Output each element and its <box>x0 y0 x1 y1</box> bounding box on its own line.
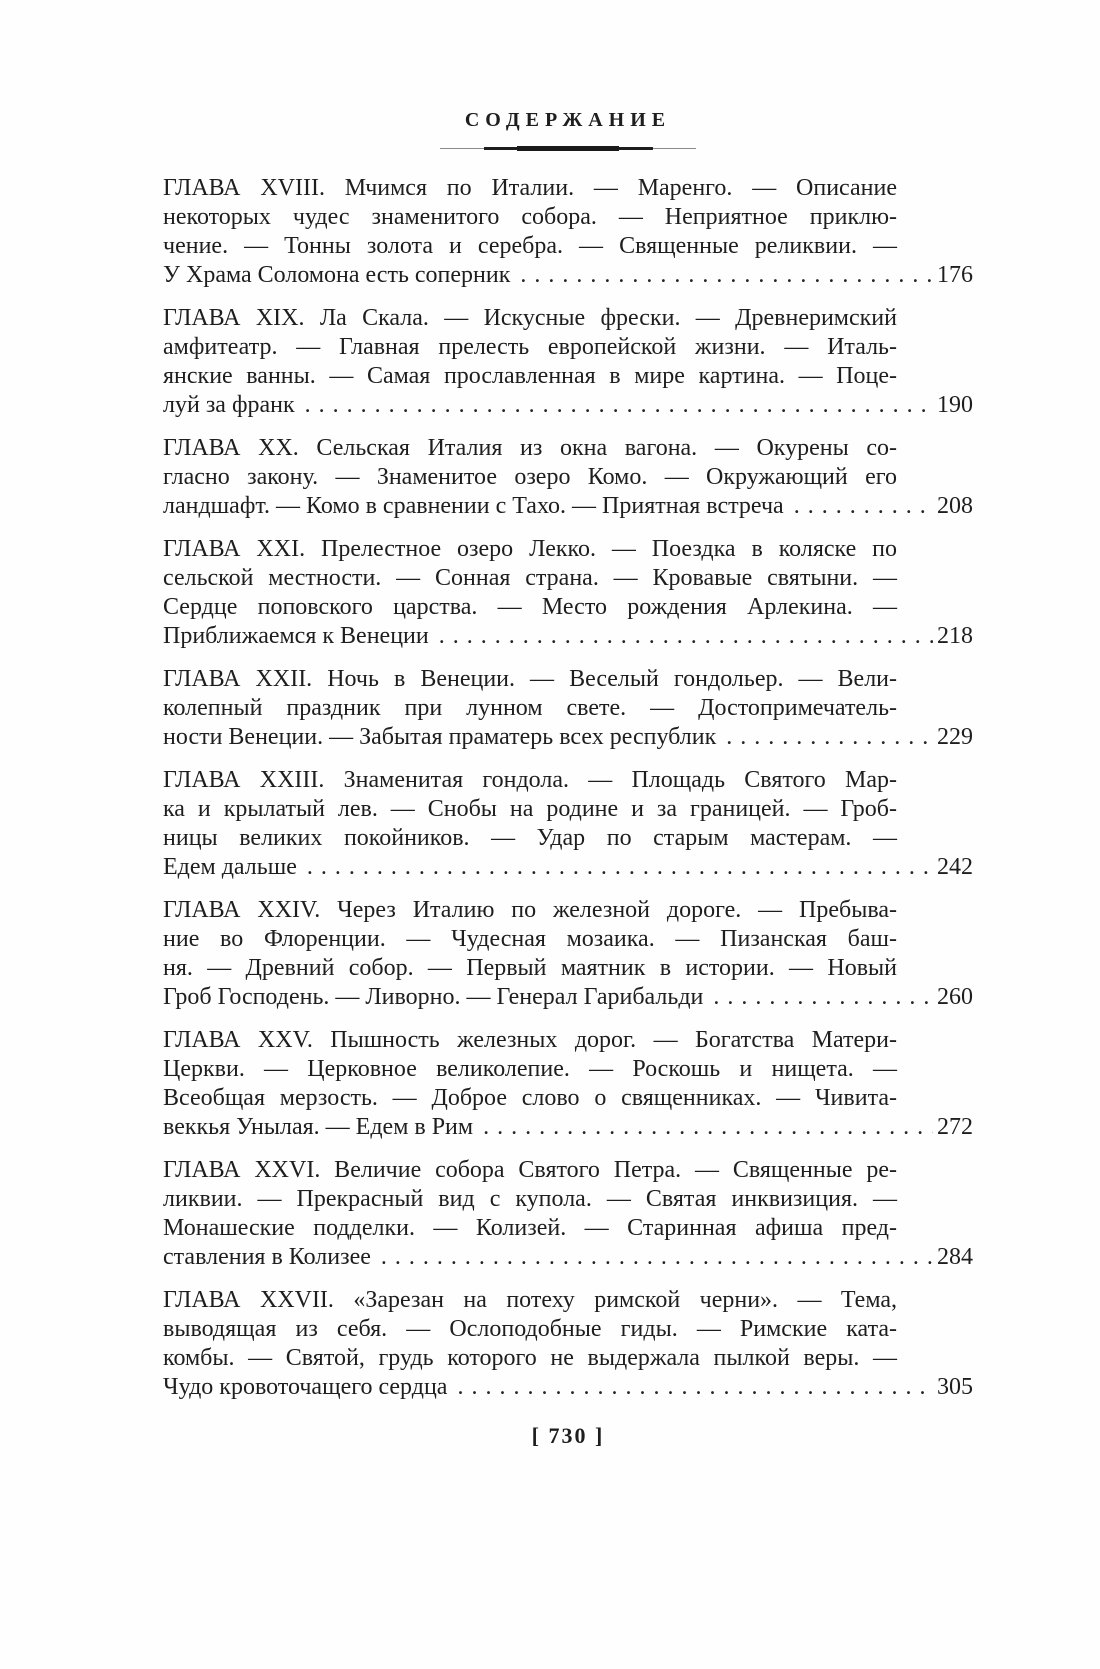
toc-entry-line: ГЛАВА XXV. Пышность железных дорог. — Богатства Матери- <box>163 1027 897 1053</box>
page-number: 260 <box>937 984 973 1010</box>
toc-entry-line: ГЛАВА XX. Сельская Италия из окна вагона. — Окурены со- <box>163 435 897 461</box>
page-number: 190 <box>937 392 973 418</box>
toc-entry-lastline <box>163 723 973 752</box>
toc-entry-line: некоторых чудес знаменитого собора. — Неприятное приклю- <box>163 204 897 230</box>
toc-entry-line: сельской местности. — Сонная страна. — Кровавые святыни. — <box>163 565 897 591</box>
toc-entry-line: чение. — Тонны золота и серебра. — Священные реликвии. — <box>163 233 897 259</box>
page-title: СОДЕРЖАНИЕ <box>464 109 672 131</box>
toc-entry-line: ГЛАВА XXI. Прелестное озеро Лекко. — Поездка в коляске по <box>163 536 897 562</box>
toc-entry-line: ГЛАВА XXII. Ночь в Венеции. — Веселый гондольер. — Вели- <box>163 666 897 692</box>
toc-entry-text: У Храма Соломона есть соперник <box>163 262 511 288</box>
toc-entry-line: ницы великих покойников. — Удар по старым мастерам. — <box>163 825 897 851</box>
toc-entry <box>163 434 973 521</box>
dot-leader <box>457 1373 933 1402</box>
dot-leader <box>483 1113 933 1142</box>
toc-entry <box>163 665 973 752</box>
toc-entry-lastline <box>163 261 973 290</box>
toc-entry-line: ка и крылатый лев. — Снобы на родине и за границей. — Гроб- <box>163 796 897 822</box>
toc-entry-text: Приближаемся к Венеции <box>163 623 429 649</box>
toc-entry <box>163 1286 973 1402</box>
toc-entry <box>163 1156 973 1272</box>
toc-entry-lastline <box>163 1373 973 1402</box>
dot-leader <box>713 983 933 1012</box>
toc-entry-text: Чудо кровоточащего сердца <box>163 1374 448 1400</box>
page-number: 218 <box>937 623 973 649</box>
folio-page-number: [ 730 ] <box>531 1423 605 1448</box>
ornamental-divider <box>440 145 696 151</box>
toc-entry-line: ГЛАВА XXIV. Через Италию по железной дороге. — Пребыва- <box>163 897 897 923</box>
dot-leader <box>726 723 933 752</box>
toc-entry <box>163 896 973 1012</box>
page-number: 284 <box>937 1244 973 1270</box>
dot-leader <box>794 492 933 521</box>
toc-entry-line: ГЛАВА XXVII. «Зарезан на потеху римской черни». — Тема, <box>163 1287 897 1313</box>
toc-entry-text: ставления в Колизее <box>163 1244 371 1270</box>
dot-leader <box>307 853 933 882</box>
toc-page <box>163 0 973 1449</box>
dot-leader <box>520 261 933 290</box>
toc-entry-line: выводящая из себя. — Ослоподобные гиды. — Римские ката- <box>163 1316 897 1342</box>
dot-leader <box>381 1243 933 1272</box>
toc-entry-line: ликвии. — Прекрасный вид с купола. — Святая инквизиция. — <box>163 1186 897 1212</box>
toc-entry-text: ландшафт. — Комо в сравнении с Тахо. — Приятная встреча <box>163 493 784 519</box>
toc-entries <box>163 174 973 1402</box>
toc-entry-line: Сердце поповского царства. — Место рождения Арлекина. — <box>163 594 897 620</box>
toc-entry <box>163 174 973 290</box>
toc-entry <box>163 304 973 420</box>
toc-entry-text: ности Венеции. — Забытая праматерь всех республик <box>163 724 717 750</box>
toc-entry-text: Гроб Господень. — Ливорно. — Генерал Гарибальди <box>163 984 704 1010</box>
toc-entry <box>163 1026 973 1142</box>
toc-entry-lastline <box>163 622 973 651</box>
toc-entry-text: Едем дальше <box>163 854 297 880</box>
toc-entry-line: гласно закону. — Знаменитое озеро Комо. — Окружающий его <box>163 464 897 490</box>
toc-entry-lastline <box>163 1243 973 1272</box>
toc-entry-line: Монашеские подделки. — Колизей. — Старинная афиша пред- <box>163 1215 897 1241</box>
toc-entry-lastline <box>163 1113 973 1142</box>
dot-leader <box>439 622 933 651</box>
toc-entry-text: веккья Унылая. — Едем в Рим <box>163 1114 474 1140</box>
toc-entry-text: луй за франк <box>163 392 295 418</box>
toc-entry-line: амфитеатр. — Главная прелесть европейской жизни. — Италь- <box>163 334 897 360</box>
toc-entry-line: комбы. — Святой, грудь которого не выдержала пылкой веры. — <box>163 1345 897 1371</box>
toc-entry-line: колепный праздник при лунном свете. — Достопримечатель- <box>163 695 897 721</box>
page-number: 176 <box>937 262 973 288</box>
toc-entry-line: ние во Флоренции. — Чудесная мозаика. — Пизанская баш- <box>163 926 897 952</box>
toc-entry <box>163 766 973 882</box>
toc-entry-lastline <box>163 983 973 1012</box>
toc-entry-line: ГЛАВА XVIII. Мчимся по Италии. — Маренго. — Описание <box>163 175 897 201</box>
toc-entry-line: ня. — Древний собор. — Первый маятник в истории. — Новый <box>163 955 897 981</box>
dot-leader <box>305 391 933 420</box>
toc-entry-lastline <box>163 853 973 882</box>
toc-entry-line: ГЛАВА XXIII. Знаменитая гондола. — Площадь Святого Мар- <box>163 767 897 793</box>
page-number: 229 <box>937 724 973 750</box>
page-number: 305 <box>937 1374 973 1400</box>
toc-entry-lastline <box>163 492 973 521</box>
page-number: 208 <box>937 493 973 519</box>
toc-entry <box>163 535 973 651</box>
toc-entry-line: ГЛАВА XIX. Ла Скала. — Искусные фрески. — Древнеримский <box>163 305 897 331</box>
page-number: 242 <box>937 854 973 880</box>
toc-entry-line: ГЛАВА XXVI. Величие собора Святого Петра. — Священные ре- <box>163 1157 897 1183</box>
page-number: 272 <box>937 1114 973 1140</box>
toc-entry-line: Церкви. — Церковное великолепие. — Роскошь и нищета. — <box>163 1056 897 1082</box>
toc-entry-line: янские ванны. — Самая прославленная в мире картина. — Поце- <box>163 363 897 389</box>
toc-entry-lastline <box>163 391 973 420</box>
toc-entry-line: Всеобщая мерзость. — Доброе слово о священниках. — Чивита- <box>163 1085 897 1111</box>
